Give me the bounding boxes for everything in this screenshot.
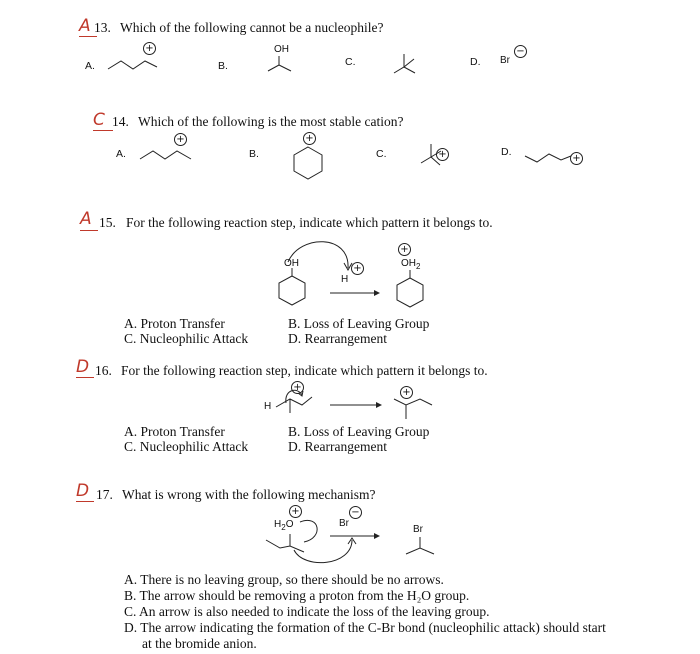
- q15-reactant-oh: OH: [284, 258, 299, 269]
- q15-question-text: For the following reaction step, indicate which pattern it belongs to.: [126, 215, 493, 230]
- q15-choice-d[interactable]: D. Rearrangement: [288, 331, 387, 346]
- q16-answer-underline: [76, 377, 94, 378]
- q14-option-c-label[interactable]: C.: [376, 148, 387, 160]
- q13-option-a-structure: [105, 53, 165, 73]
- q14-option-b-charge: +: [303, 132, 316, 145]
- q16-choice-d[interactable]: D. Rearrangement: [288, 439, 387, 454]
- q13-option-d-charge: −: [514, 45, 527, 58]
- q16-number: 16.: [95, 363, 112, 378]
- q14-option-a-label[interactable]: A.: [116, 148, 126, 160]
- q14-number: 14.: [112, 114, 129, 129]
- q16-choice-a[interactable]: A. Proton Transfer: [124, 424, 225, 439]
- q14-option-a-structure: [137, 145, 197, 165]
- q13-handwritten-answer: A: [79, 16, 91, 36]
- q15-answer-underline: [80, 230, 98, 231]
- q15-product-oh2: $OH_2$: [401, 258, 421, 271]
- q14-handwritten-answer: C: [93, 110, 105, 130]
- q14-option-b-structure: [291, 145, 325, 183]
- q16-product-charge: +: [400, 386, 413, 399]
- q16-reactant-charge: +: [291, 381, 304, 394]
- q13-number: 13.: [94, 20, 111, 35]
- q13-option-b-label[interactable]: B.: [218, 60, 228, 72]
- q17-handwritten-answer: D: [76, 481, 90, 501]
- q14-option-a-charge: +: [174, 133, 187, 146]
- q17-h2o-charge: +: [289, 505, 302, 518]
- q16-choice-c[interactable]: C. Nucleophilic Attack: [124, 439, 249, 454]
- q15-choice-b[interactable]: B. Loss of Leaving Group: [288, 316, 430, 331]
- q13-answer-underline: [79, 36, 97, 37]
- q17-number: 17.: [96, 487, 113, 502]
- q13-option-c-label[interactable]: C.: [345, 56, 356, 68]
- q14-option-d-charge: +: [570, 152, 583, 165]
- q15-choice-c[interactable]: C. Nucleophilic Attack: [124, 331, 249, 346]
- q17-choice-c[interactable]: C. An arrow is also needed to indicate the loss of the leaving group.: [124, 604, 490, 619]
- q17-mechanism-scheme: [260, 512, 445, 572]
- q16-question-text: For the following reaction step, indicate which pattern it belongs to.: [121, 363, 488, 378]
- q17-answer-underline: [76, 501, 94, 502]
- q17-bromide-charge: −: [349, 506, 362, 519]
- q13-option-a-charge: +: [143, 42, 156, 55]
- q14-option-c-charge: +: [436, 148, 449, 161]
- q16-choice-b[interactable]: B. Loss of Leaving Group: [288, 424, 430, 439]
- q15-proton-charge: +: [351, 262, 364, 275]
- q16-handwritten-answer: D: [76, 357, 90, 377]
- q13-question-text: Which of the following cannot be a nucleophile?: [120, 20, 384, 35]
- q13-option-a-label[interactable]: A.: [85, 60, 95, 72]
- q17-question-text: What is wrong with the following mechanism?: [122, 487, 376, 502]
- q17-bromide: Br: [339, 518, 349, 529]
- q14-question-text: Which of the following is the most stable cation?: [138, 114, 404, 129]
- q13-option-d-label[interactable]: D.: [470, 56, 481, 68]
- q16-hydride-h: H: [264, 401, 272, 412]
- q15-proton-h: H: [341, 274, 349, 285]
- q14-option-d-label[interactable]: D.: [501, 146, 512, 158]
- q17-choice-d-continued: at the bromide anion.: [142, 636, 257, 651]
- q17-h2o: $H_2O$: [274, 519, 294, 532]
- q14-answer-underline: [93, 130, 113, 131]
- q13-option-c-structure: [390, 53, 420, 77]
- q14-option-d-structure: [523, 148, 573, 164]
- q17-product-br: Br: [413, 524, 423, 535]
- q13-option-b-oh: OH: [274, 44, 289, 55]
- q17-choice-b[interactable]: B. The arrow should be removing a proton from the H₂O group.: [124, 588, 470, 603]
- q15-handwritten-answer: A: [80, 209, 92, 229]
- q15-product-charge: +: [398, 243, 411, 256]
- q13-option-d-br: Br: [500, 55, 510, 66]
- q15-number: 15.: [99, 215, 116, 230]
- q15-choice-a[interactable]: A. Proton Transfer: [124, 316, 225, 331]
- q17-choice-a[interactable]: A. There is no leaving group, so there should be no arrows.: [124, 572, 444, 587]
- q14-option-b-label[interactable]: B.: [249, 148, 259, 160]
- q17-choice-d[interactable]: D. The arrow indicating the formation of the C-Br bond (nucleophilic attack) should start: [124, 620, 606, 635]
- q13-option-b-structure: [265, 55, 295, 77]
